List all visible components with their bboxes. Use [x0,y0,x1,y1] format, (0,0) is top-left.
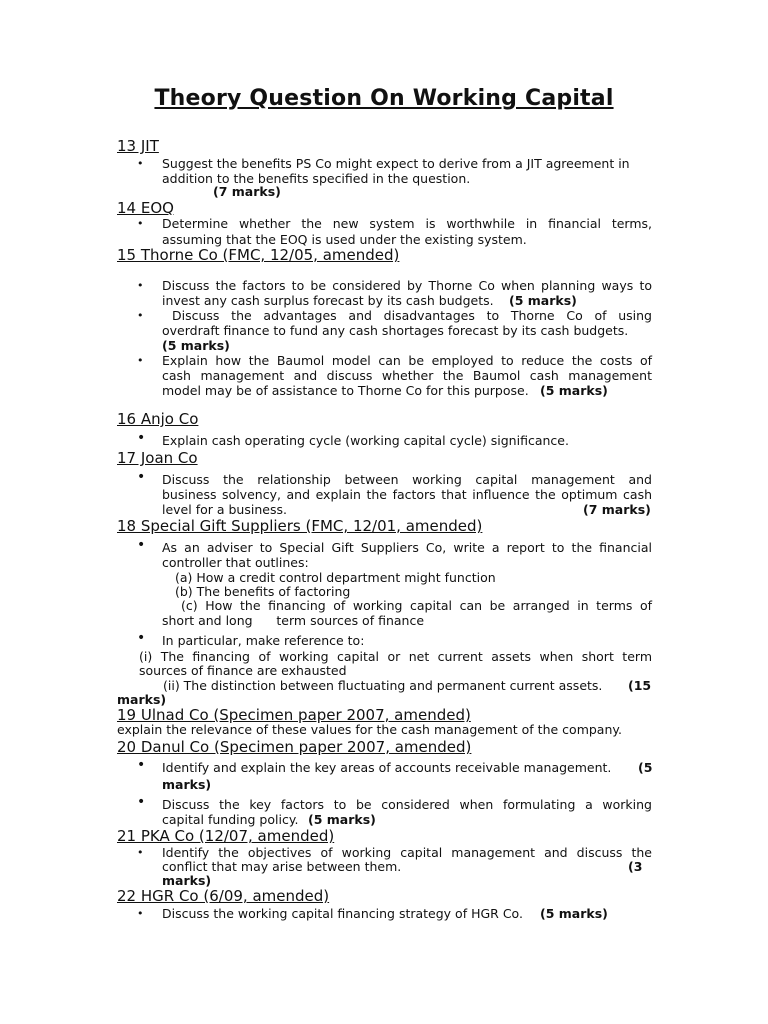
section-heading-19: 19 Ulnad Co (Specimen paper 2007, amended) [117,706,471,724]
section-heading-16: 16 Anjo Co [117,410,199,428]
marks-label: (5 marks) [308,812,376,827]
bullet-icon: • [137,157,144,170]
section-heading-14: 14 EOQ [117,199,174,217]
marks-label-cont: marks) [162,873,212,888]
sub-item-c: (c) How the financing of working capital can be arranged in terms of [181,598,652,613]
bullet-icon: • [137,309,144,322]
section-heading-15: 15 Thorne Co (FMC, 12/05, amended) [117,246,400,264]
item-text: Discuss the working capital financing strategy of HGR Co. [162,906,523,921]
section-heading-13: 13 JIT [117,137,159,155]
para-i-cont: sources of finance are exhausted [139,663,347,678]
item-text: level for a business. [162,502,287,517]
item-text: overdraft finance to fund any cash shortages forecast by its cash budgets. [162,323,629,338]
bullet-icon: • [137,794,146,810]
bullet-icon: • [137,217,144,230]
marks-label: (5 marks) [540,906,608,921]
bullet-icon: • [137,537,146,553]
section-heading-18: 18 Special Gift Suppliers (FMC, 12/01, amended) [117,517,483,535]
item-text: explain the relevance of these values for the cash management of the company. [117,722,622,737]
marks-label: (15 [628,678,652,693]
item-text: Suggest the benefits PS Co might expect to derive from a JIT agreement in [162,156,630,171]
marks-label: (5 marks) [162,338,230,353]
section-heading-21: 21 PKA Co (12/07, amended) [117,827,335,845]
marks-label: (7 marks) [213,184,281,199]
item-text: In particular, make reference to: [162,633,365,648]
marks-label: (5 marks) [540,383,608,398]
marks-label: (5 marks) [509,293,577,308]
marks-label: (7 marks) [583,502,651,517]
marks-label: (3 [628,859,643,874]
item-text: Determine whether the new system is worthwhile in financial terms, [162,216,652,231]
bullet-icon: • [137,630,146,646]
section-heading-22: 22 HGR Co (6/09, amended) [117,887,330,905]
item-text: cash management and discuss whether the Baumol cash management [162,368,652,383]
bullet-icon: • [137,469,146,485]
item-text: Identify and explain the key areas of accounts receivable management. [162,760,612,775]
marks-label: (5 [638,760,653,775]
item-text: Explain cash operating cycle (working capital cycle) significance. [162,433,569,448]
item-text: controller that outlines: [162,555,309,570]
bullet-icon: • [137,354,144,367]
bullet-icon: • [137,279,144,292]
bullet-icon: • [137,907,144,920]
item-text: invest any cash surplus forecast by its cash budgets. [162,293,494,308]
bullet-icon: • [137,846,144,859]
item-text: capital funding policy. [162,812,299,827]
marks-label-cont: marks) [117,692,167,707]
section-heading-20: 20 Danul Co (Specimen paper 2007, amended) [117,738,472,756]
item-text: Discuss the key factors to be considered when formulating a working [162,797,652,812]
sub-item-c-cont: short and long term sources of finance [162,613,425,628]
marks-label-cont: marks) [162,777,212,792]
item-text: Discuss the relationship between working capital management and [162,472,652,487]
sub-item-a: (a) How a credit control department might function [175,570,496,585]
section-heading-17: 17 Joan Co [117,449,198,467]
item-text: As an adviser to Special Gift Suppliers Co, write a report to the financial [162,540,652,555]
item-text: model may be of assistance to Thorne Co for this purpose. [162,383,529,398]
page-title: Theory Question On Working Capital [154,86,614,111]
item-text: Identify the objectives of working capital management and discuss the [162,845,652,860]
item-text: assuming that the EOQ is used under the existing system. [162,232,527,247]
item-text: Explain how the Baumol model can be employed to reduce the costs of [162,353,652,368]
sub-item-b: (b) The benefits of factoring [175,584,351,599]
item-text: addition to the benefits specified in the question. [162,171,471,186]
para-i: (i) The financing of working capital or net current assets when short term [139,649,652,664]
item-text: Discuss the advantages and disadvantages to Thorne Co of using [172,308,652,323]
item-text: business solvency, and explain the factors that influence the optimum cash [162,487,652,502]
bullet-icon: • [137,757,146,773]
item-text: conflict that may arise between them. [162,859,402,874]
bullet-icon: • [137,430,146,446]
item-text: Discuss the factors to be considered by Thorne Co when planning ways to [162,278,652,293]
para-ii: (ii) The distinction between fluctuating and permanent current assets. [163,678,603,693]
